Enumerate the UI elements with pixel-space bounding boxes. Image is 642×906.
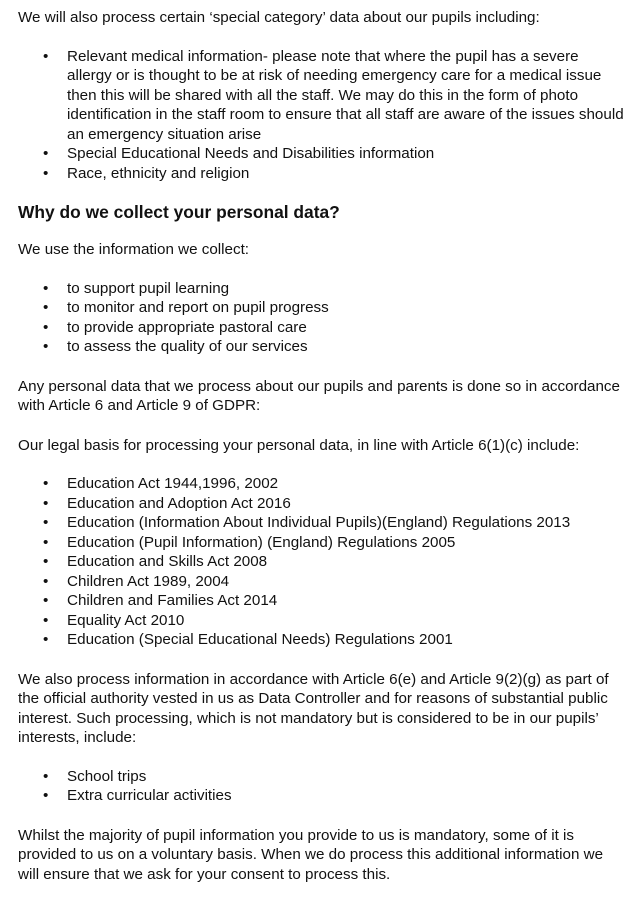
list-item-text: Education and Skills Act 2008: [67, 553, 268, 570]
list-item-text: Extra curricular activities: [67, 787, 232, 804]
list-item: [18, 318, 624, 338]
legal-basis-intro: Our legal basis for processing your personal data, in line with Article 6(1)(c) include:: [18, 436, 580, 454]
list-item-text: Equality Act 2010: [67, 611, 185, 629]
bullet-icon: •: [43, 338, 49, 355]
bullet-icon: •: [43, 592, 49, 609]
list-item-text: Education and Adoption Act 2016: [67, 494, 291, 512]
list-item: [18, 611, 624, 631]
bullet-icon: •: [43, 787, 49, 804]
document-body: [18, 8, 624, 884]
list-item-text: to monitor and report on pupil progress: [67, 299, 329, 316]
list-item: [18, 279, 624, 299]
list-item: [18, 591, 624, 611]
list-item-text: Education (Special Educational Needs) Regulations 2001: [67, 631, 453, 648]
list-item-text: to assess the quality of our services: [67, 338, 308, 355]
bullet-icon: •: [43, 767, 49, 785]
bullet-icon: •: [43, 475, 49, 492]
list-item: [18, 298, 624, 318]
use-intro: We use the information we collect:: [18, 241, 250, 258]
list-item-text: to support pupil learning: [67, 279, 230, 297]
list-item: [18, 767, 624, 787]
list-item: [18, 494, 624, 514]
list-item: [18, 164, 624, 184]
list-item: [18, 144, 624, 164]
list-item: [18, 630, 624, 650]
public-interest-list: [18, 767, 624, 806]
use-list: [18, 279, 624, 357]
special-category-intro: We will also process certain ‘special category’ data about our pupils including:: [18, 9, 540, 26]
list-item-text: to provide appropriate pastoral care: [67, 318, 307, 336]
list-item-text: Children Act 1989, 2004: [67, 572, 230, 590]
list-item-text: Education Act 1944,1996, 2002: [67, 475, 279, 492]
list-item-text: Education (Pupil Information) (England) Regulations 2005: [67, 533, 456, 551]
list-item-text: Race, ethnicity and religion: [67, 164, 250, 182]
bullet-icon: •: [43, 47, 49, 65]
list-item: [18, 337, 624, 357]
bullet-icon: •: [43, 553, 49, 570]
bullet-icon: •: [43, 145, 49, 162]
list-item: [18, 47, 624, 145]
bullet-icon: •: [43, 514, 49, 531]
list-item: [18, 786, 624, 806]
special-category-list: [18, 47, 624, 184]
bullet-icon: •: [43, 494, 49, 512]
consent-paragraph: Whilst the majority of pupil information you provide to us is mandatory, some of it is provided to us on a voluntary basis. When we do process this additional information we will ensure that we ask for your consent to process this.: [18, 826, 604, 883]
bullet-icon: •: [43, 299, 49, 316]
list-item: [18, 533, 624, 553]
list-item-text: Children and Families Act 2014: [67, 592, 278, 609]
list-item: [18, 474, 624, 494]
legal-basis-list: [18, 474, 624, 650]
list-item-text: School trips: [67, 767, 147, 785]
gdpr-paragraph: Any personal data that we process about our pupils and parents is done so in accordance with Article 6 and Article 9 of GDPR:: [18, 377, 620, 414]
bullet-icon: •: [43, 611, 49, 629]
list-item-text: Relevant medical information- please note that where the pupil has a severe allergy or is thought to be at risk of needing emergency care for a medical issue then this will be shared with all the staff. We may do this in the form of photo identification in the staff room to ensure that all staff are aware of the issues should an emergency situation arise: [67, 47, 624, 143]
list-item: [18, 513, 624, 533]
bullet-icon: •: [43, 318, 49, 336]
list-item: [18, 572, 624, 592]
bullet-icon: •: [43, 572, 49, 590]
list-item-text: Special Educational Needs and Disabilities information: [67, 145, 435, 162]
bullet-icon: •: [43, 164, 49, 182]
bullet-icon: •: [43, 533, 49, 551]
list-item: [18, 552, 624, 572]
bullet-icon: •: [43, 631, 49, 648]
section-heading: Why do we collect your personal data?: [18, 202, 340, 222]
public-interest-paragraph: We also process information in accordance with Article 6(e) and Article 9(2)(g) as part of the official authority vested in us as Data Controller and for reasons of substantial public interest. Such processing, which is not mandatory but is considered to be in our pupils’ interests, include:: [18, 670, 609, 746]
list-item-text: Education (Information About Individual Pupils)(England) Regulations 2013: [67, 514, 571, 531]
bullet-icon: •: [43, 279, 49, 297]
